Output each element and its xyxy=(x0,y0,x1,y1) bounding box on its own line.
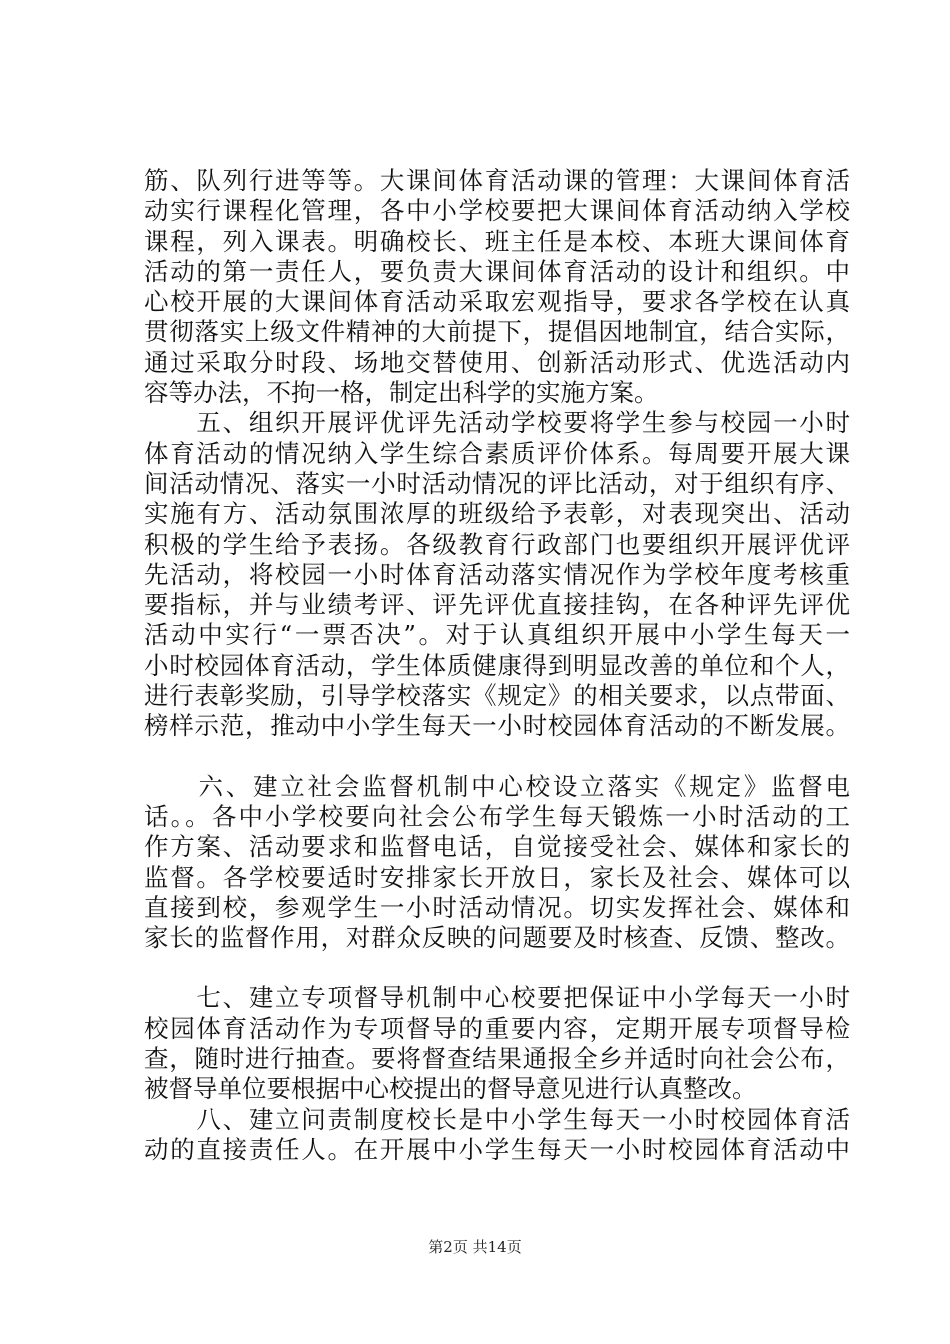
text-line: 话。。各中小学校要向社会公布学生每天锻炼一小时活动的工 xyxy=(144,801,850,831)
text-line: 先活动，将校园一小时体育活动落实情况作为学校年度考核重 xyxy=(144,559,850,589)
paragraph-section-7 xyxy=(144,983,850,1104)
paragraph-section-8 xyxy=(144,1105,850,1166)
text-line: 六、建立社会监督机制中心校设立落实《规定》监督电 xyxy=(144,771,850,801)
paragraph-spacer xyxy=(144,742,850,772)
text-line: 体育活动的情况纳入学生综合素质评价体系。每周要开展大课 xyxy=(144,438,850,468)
text-line: 心校开展的大课间体育活动采取宏观指导，要求各学校在认真 xyxy=(144,287,850,317)
paragraph-section-6 xyxy=(144,772,850,954)
document-body xyxy=(144,166,850,1165)
text-line: 活动中实行“一票否决”。对于认真组织开展中小学生每天一 xyxy=(144,620,850,650)
text-line: 积极的学生给予表扬。各级教育行政部门也要组织开展评优评 xyxy=(144,529,850,559)
text-line: 家长的监督作用，对群众反映的问题要及时核查、反馈、整改。 xyxy=(144,923,850,953)
text-line: 容等办法，不拘一格，制定出科学的实施方案。 xyxy=(144,378,659,408)
text-line: 要指标，并与业绩考评、评先评优直接挂钩，在各种评先评优 xyxy=(144,590,850,620)
text-line: 筋、队列行进等等。大课间体育活动课的管理：大课间体育活 xyxy=(144,166,850,195)
text-line: 校园体育活动作为专项督导的重要内容，定期开展专项督导检 xyxy=(144,1013,850,1043)
page-number-footer: 第2页 共14页 xyxy=(428,1238,522,1256)
text-line: 间活动情况、落实一小时活动情况的评比活动，对于组织有序、 xyxy=(144,468,850,498)
text-line: 动的直接责任人。在开展中小学生每天一小时校园体育活动中 xyxy=(144,1134,850,1164)
text-line: 进行表彰奖励，引导学校落实《规定》的相关要求，以点带面、 xyxy=(144,681,850,711)
text-line: 贯彻落实上级文件精神的大前提下，提倡因地制宜，结合实际， xyxy=(144,317,850,347)
text-line: 实施有方、活动氛围浓厚的班级给予表彰，对表现突出、活动 xyxy=(144,499,850,529)
text-line: 七、建立专项督导机制中心校要把保证中小学每天一小时 xyxy=(144,983,850,1013)
paragraph-continuation xyxy=(144,166,850,408)
paragraph-section-5 xyxy=(144,408,850,741)
text-line: 八、建立问责制度校长是中小学生每天一小时校园体育活 xyxy=(144,1104,850,1134)
text-line: 榜样示范，推动中小学生每天一小时校园体育活动的不断发展。 xyxy=(144,711,850,741)
text-line: 通过采取分时段、场地交替使用、创新活动形式、优选活动内 xyxy=(144,347,850,377)
text-line: 作方案、活动要求和监督电话，自觉接受社会、媒体和家长的 xyxy=(144,832,850,862)
text-line: 监督。各学校要适时安排家长开放日，家长及社会、媒体可以 xyxy=(144,862,850,892)
text-line: 活动的第一责任人，要负责大课间体育活动的设计和组织。中 xyxy=(144,256,850,286)
text-line: 动实行课程化管理，各中小学校要把大课间体育活动纳入学校 xyxy=(144,196,850,226)
text-line: 查，随时进行抽查。要将督查结果通报全乡并适时向社会公布， xyxy=(144,1044,850,1074)
text-line: 小时校园体育活动，学生体质健康得到明显改善的单位和个人， xyxy=(144,650,850,680)
text-line: 五、组织开展评优评先活动学校要将学生参与校园一小时 xyxy=(144,408,850,438)
paragraph-spacer xyxy=(144,953,850,983)
text-line: 课程，列入课表。明确校长、班主任是本校、本班大课间体育 xyxy=(144,226,850,256)
text-line: 直接到校，参观学生一小时活动情况。切实发挥社会、媒体和 xyxy=(144,892,850,922)
text-line: 被督导单位要根据中心校提出的督导意见进行认真整改。 xyxy=(144,1074,757,1104)
